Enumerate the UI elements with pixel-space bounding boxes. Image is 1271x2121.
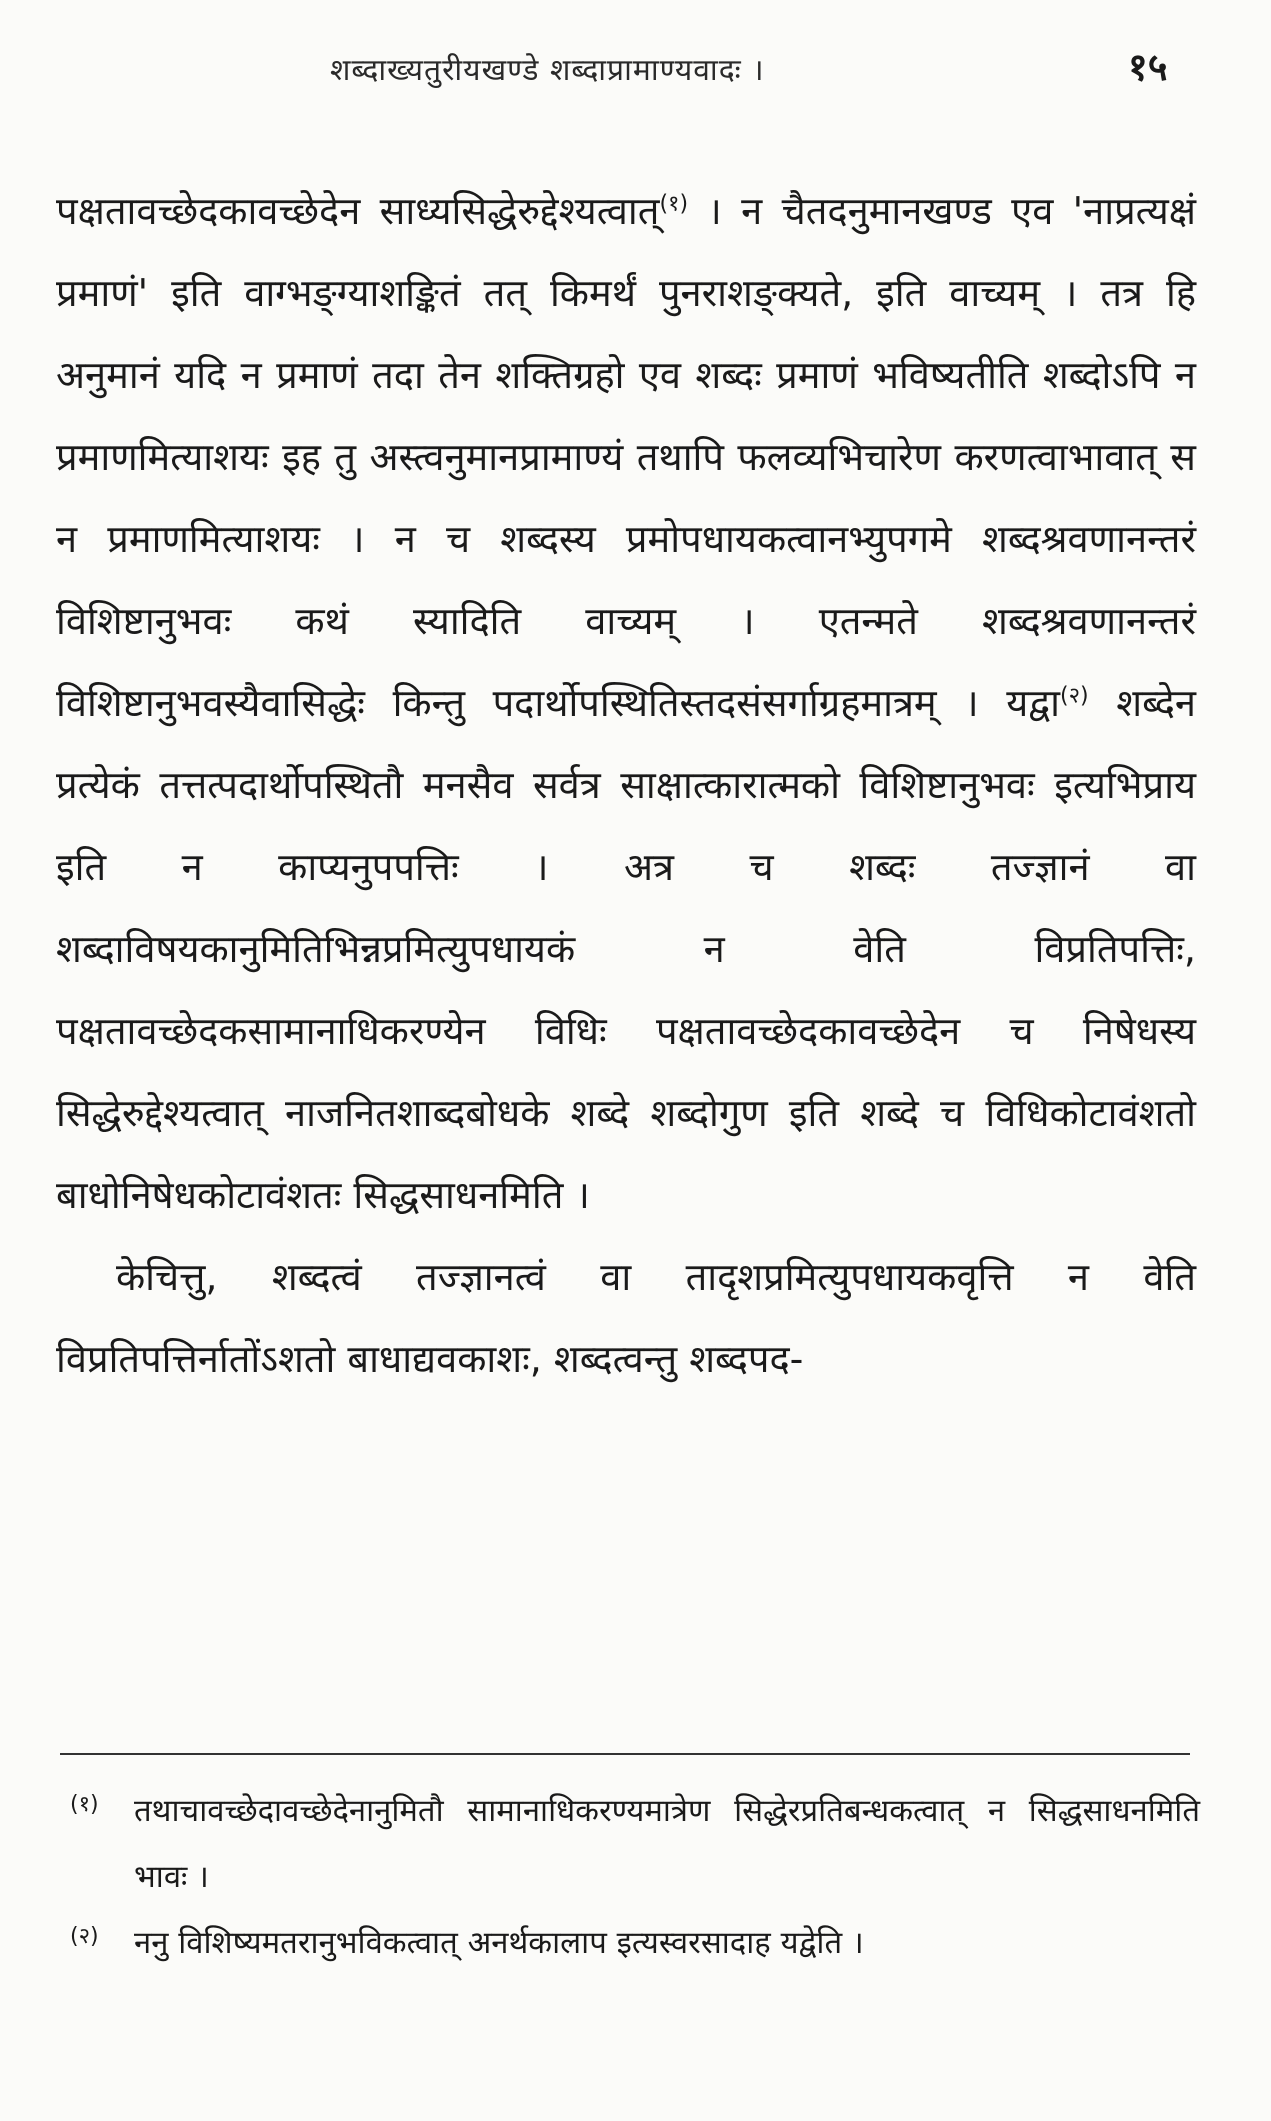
footnote-2-text: ननु विशिष्यमतरानुभविकत्वात् अनर्थकालाप इत्यस्वरसादाह यद्वेति । <box>134 1925 864 1961</box>
paragraph-1-part-b: । न चैतदनुमानखण्ड एव 'नाप्रत्यक्षं प्रमाणं' इति वाग्भङ्ग्याशङ्कितं तत् किमर्थं पुनराशङ्क्यते, इति वाच्यम् । तत्र हि अनुमानं यदि न प्रमाणं तदा तेन शक्तिग्रहो एव शब्दः प्रमाणं भविष्यतीति शब्दोऽपि न प्रमाणमित्याशयः इह तु अस्त्वनुमानप्रामाण्यं तथापि फलव्यभिचारेण करणत्वाभावात् स न प्रमाणमित्याशयः । न च शब्दस्य प्रमोपधायकत्वानभ्युपगमे शब्दश्रवणानन्तरं विशिष्टानुभवः कथं स्यादिति वाच्यम् । एतन्मते शब्दश्रवणानन्तरं विशिष्टानुभवस्यैवासिद्धेः किन्तु पदार्थोपस्थितिस्तदसंसर्गाग्रहमात्रम् । यद्वा <box>56 189 1196 725</box>
running-header: शब्दाख्यतुरीयखण्डे शब्दाप्रामाण्यवादः । <box>330 53 765 88</box>
footnotes <box>70 1778 1200 1976</box>
paragraph-1-part-a: पक्षतावच्छेदकावच्छेदेन साध्यसिद्धेरुद्देश्यत्वात् <box>56 189 660 233</box>
paragraph-2: केचित्तु, शब्दत्वं तज्ज्ञानत्वं वा तादृशप्रमित्युपधायकवृत्ति न वेति विप्रतिपत्तिर्नातोंऽशतो बाधाद्यवकाशः, शब्दत्वन्तु शब्दपद- <box>56 1255 1196 1381</box>
footnote-divider <box>60 1753 1190 1755</box>
page-number: १५ <box>1128 45 1168 89</box>
footnote-1-text: तथाचावच्छेदावच्छेदेनानुमितौ सामानाधिकरण्यमात्रेण सिद्धेरप्रतिबन्धकत्वात् न सिद्धसाधनमिति भावः । <box>134 1793 1200 1895</box>
footnote-2-marker: (२) <box>70 1924 99 1949</box>
footnote-1 <box>70 1778 1200 1910</box>
footnote-ref-2: (२) <box>1060 683 1089 709</box>
footnote-1-marker: (१) <box>70 1792 99 1817</box>
body-text <box>56 170 1196 1400</box>
footnote-2 <box>70 1910 1200 1976</box>
paragraph-1 <box>56 170 1196 1236</box>
footnote-ref-1: (१) <box>659 191 689 217</box>
paragraph-1-part-c: शब्देन प्रत्येकं तत्तत्पदार्थोपस्थितौ मनसैव सर्वत्र साक्षात्कारात्मको विशिष्टानुभवः इत्यभिप्राय इति न काप्यनुपपत्तिः । अत्र च शब्दः तज्ज्ञानं वा शब्दाविषयकानुमितिभिन्नप्रमित्युपधायकं न वेति विप्रतिपत्तिः, पक्षतावच्छेदकसामानाधिकरण्येन विधिः पक्षतावच्छेदकावच्छेदेन च निषेधस्य सिद्धेरुद्देश्यत्वात् नाजनितशाब्दबोधके शब्दे शब्दोगुण इति शब्दे च विधिकोटावंशतो बाधोनिषेधकोटावंशतः सिद्धसाधनमिति । <box>56 681 1196 1217</box>
